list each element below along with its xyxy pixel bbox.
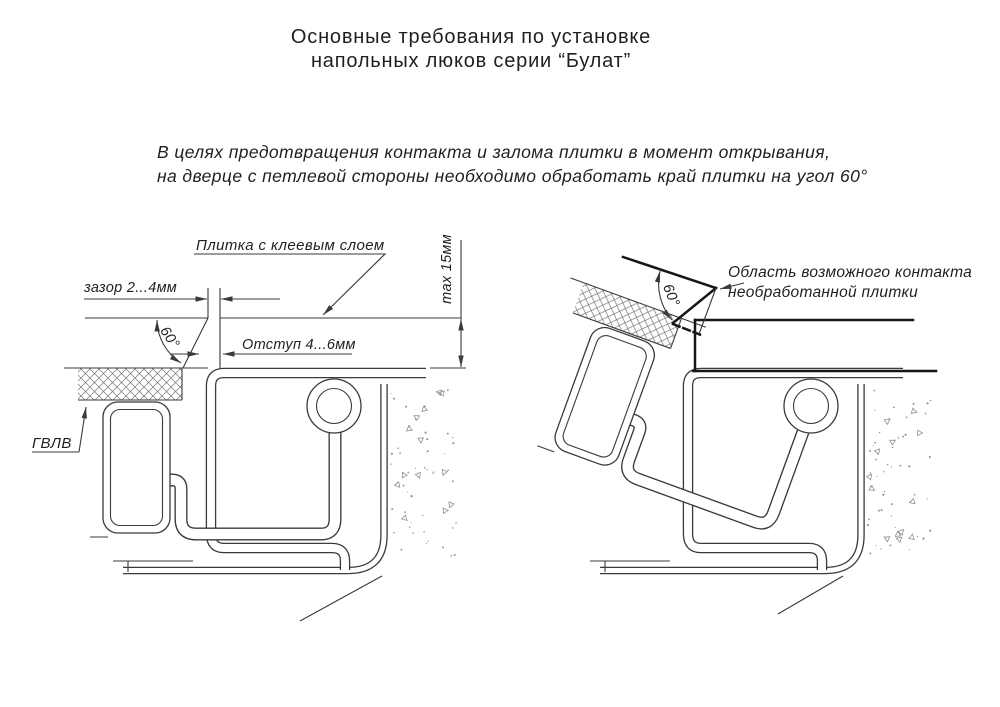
door-sheet-edge <box>537 446 554 452</box>
floor-tile-bold <box>693 320 936 371</box>
concrete-speckles <box>867 390 932 555</box>
contact-label-line1: Область возможного контакта <box>728 264 973 281</box>
thickness-dimension-label: max 15мм <box>439 234 455 304</box>
gap-dimension-label: зазор 2...4мм <box>84 280 178 296</box>
hinge-pin-outer <box>784 379 838 433</box>
header <box>157 26 868 186</box>
contact-callout <box>720 264 972 301</box>
gvlv-callout-label: ГВЛВ <box>32 435 72 452</box>
angle-label: 60° <box>659 281 683 310</box>
concrete-speckles <box>390 389 456 556</box>
extension-lines <box>208 288 466 368</box>
note-line1: В целях предотвращения контакта и залома плитки в момент открывания, <box>157 142 831 162</box>
page-title-line1: Основные требования по установке <box>290 26 652 48</box>
note-line2: на дверце с петлевой стороны необходимо обработать край плитки на угол 60° <box>157 166 868 186</box>
angle-label: 60° <box>156 323 183 352</box>
offset-dimension-label: Отступ 4...6мм <box>242 337 356 353</box>
gvlv-board <box>64 368 208 400</box>
hinge-pin-outer <box>307 379 361 433</box>
door-tube-outer <box>551 323 659 469</box>
left-dimensions <box>32 234 461 452</box>
concrete-break-line <box>778 576 843 614</box>
door-tube-outer <box>103 402 170 533</box>
left-diagram-closed-hatch <box>32 234 466 621</box>
tile-callout-label: Плитка с клеевым слоем <box>196 237 385 254</box>
page-title-line2: напольных люков серии “Булат” <box>310 50 632 72</box>
door-tile-chamfer <box>183 318 208 368</box>
right-diagram-open-hatch <box>513 257 972 614</box>
concrete-break-line <box>300 576 382 621</box>
contact-label-line2: необработанной плитки <box>728 284 919 301</box>
